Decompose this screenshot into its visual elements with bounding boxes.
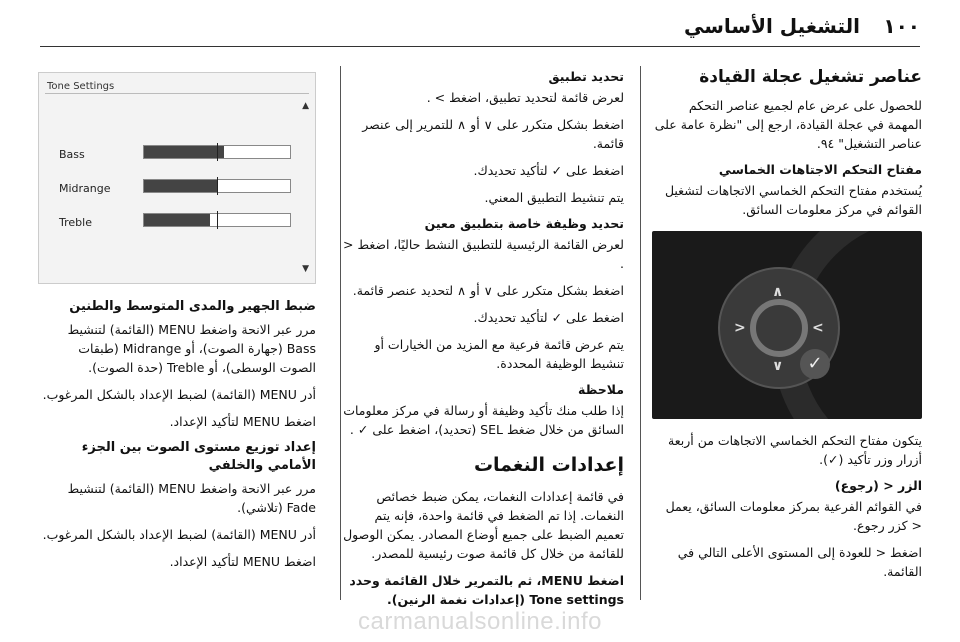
note-heading: ملاحظة bbox=[578, 382, 624, 397]
steering-wheel-image bbox=[652, 231, 922, 419]
paragraph: أدر MENU (القائمة) لضبط الإعداد بالشكل المرغوب. bbox=[42, 527, 316, 542]
section-heading: ضبط الجهير والمدى المتوسط والطنين bbox=[69, 299, 316, 314]
check-icon: ✓ bbox=[800, 349, 830, 379]
scroll-up-icon: ▲ bbox=[302, 101, 309, 111]
control-pad bbox=[718, 267, 840, 389]
paragraph: اضغط MENU لتأكيد الإعداد. bbox=[169, 414, 316, 429]
sub-heading: تحديد وظيفة خاصة بتطبيق معين bbox=[424, 216, 624, 231]
center-mark bbox=[217, 177, 218, 195]
tone-row-label: Bass bbox=[59, 148, 85, 161]
tone-row-label: Midrange bbox=[59, 182, 111, 195]
paragraph: اضغط MENU لتأكيد الإعداد. bbox=[169, 554, 316, 569]
paragraph: اضغط على ✓ لتأكيد تحديدك. bbox=[473, 310, 624, 325]
five-way-switch bbox=[750, 299, 823, 374]
paragraph: في القوائم الفرعية بمركز معلومات السائق، يعمل < كزر رجوع. bbox=[665, 499, 922, 533]
sub-heading: مفتاح التحكم الاجتاهات الخماسي bbox=[718, 162, 922, 177]
level-fill bbox=[144, 180, 217, 192]
section-heading: إعداد توزيع مستوى الصوت بين الجزء الأمامي والخلفي bbox=[81, 440, 316, 473]
tone-row-treble[interactable] bbox=[51, 209, 291, 231]
level-bar bbox=[143, 213, 291, 227]
paragraph: اضغط على ✓ لتأكيد تحديدك. bbox=[473, 163, 624, 178]
divider bbox=[45, 93, 309, 94]
chevron-right-icon: > bbox=[812, 320, 824, 336]
level-fill bbox=[144, 146, 224, 158]
paragraph: يتم تنشيط التطبيق المعني. bbox=[484, 190, 624, 205]
paragraph: للحصول على عرض عام لجميع عناصر التحكم المهمة في عجلة القيادة، ارجع إلى "نظرة عامة على عناصر التشغيل" ٩٤. bbox=[654, 98, 922, 151]
paragraph: اضغط MENU، ثم بالتمرير خلال القائمة وحدد Tone settings (إعدادات نغمة الرنين). bbox=[349, 573, 624, 607]
middle-column bbox=[342, 66, 624, 617]
screen-title: Tone Settings bbox=[47, 81, 115, 92]
paragraph: لعرض قائمة لتحديد تطبيق، اضغط > . bbox=[426, 90, 624, 105]
paragraph: اضغط < للعودة إلى المستوى الأعلى التالي في القائمة. bbox=[677, 545, 922, 579]
center-mark bbox=[217, 143, 218, 161]
right-column bbox=[652, 66, 922, 589]
header-rule bbox=[40, 46, 920, 47]
paragraph: مرر عبر الانحة واضغط MENU (القائمة) لتنشيط Bass (جهارة الصوت)، أو Midrange (طبقات الصوت الوسطى)، أو Treble (حدة الصوت). bbox=[67, 322, 316, 375]
tone-row-midrange[interactable] bbox=[51, 175, 291, 197]
left-column bbox=[40, 66, 316, 579]
column-divider bbox=[640, 66, 641, 600]
paragraph: أدر MENU (القائمة) لضبط الإعداد بالشكل المرغوب. bbox=[42, 387, 316, 402]
column-divider bbox=[340, 66, 341, 600]
paragraph: لعرض القائمة الرئيسية للتطبيق النشط حاليًا، اضغط < . bbox=[343, 237, 624, 271]
watermark: carmanualsonline.info bbox=[358, 608, 602, 635]
page-number: ١٠٠ bbox=[883, 14, 920, 38]
level-bar bbox=[143, 145, 291, 159]
level-bar bbox=[143, 179, 291, 193]
tone-settings-screen bbox=[38, 72, 316, 284]
paragraph: يُستخدم مفتاح التحكم الخماسي الاتجاهات لتشغيل القوائم في مركز معلومات السائق. bbox=[664, 183, 922, 217]
paragraph: يتم عرض قائمة فرعية مع المزيد من الخيارات أو تنشيط الوظيفة المحددة. bbox=[374, 337, 624, 371]
scroll-down-icon: ▼ bbox=[302, 264, 309, 274]
section-heading: عناصر تشغيل عجلة القيادة bbox=[699, 67, 922, 87]
center-mark bbox=[217, 211, 218, 229]
chevron-up-icon: ∧ bbox=[772, 284, 784, 300]
paragraph: اضغط بشكل متكرر على ∨ أو ∧ للتمرير إلى عنصر قائمة. bbox=[362, 117, 624, 151]
level-fill bbox=[144, 214, 210, 226]
paragraph: في قائمة إعدادات النغمات، يمكن ضبط خصائص النغمات. إذا تم الضغط في قائمة واحدة، فإنه يتم تعميم الضبط على جميع أوضاع المصادر. يمكن الوصول للقائمة من خلال كل قائمة صوت رئيسية للمصدر. bbox=[343, 489, 624, 561]
chevron-down-icon: ∨ bbox=[772, 358, 784, 374]
tone-row-bass[interactable] bbox=[51, 141, 291, 163]
page-title: التشغيل الأساسي bbox=[684, 14, 860, 38]
note-text: إذا طلب منك تأكيد وظيفة أو رسالة في مركز معلومات السائق من خلال ضغط SEL (تحديد)، اضغط على ✓ . bbox=[343, 403, 624, 437]
section-heading: إعدادات النغمات bbox=[473, 454, 624, 476]
sub-heading: تحديد تطبيق bbox=[548, 69, 624, 84]
chevron-left-icon: < bbox=[734, 320, 746, 336]
paragraph: يتكون مفتاح التحكم الخماسي الاتجاهات من أربعة أزرار وزر تأكيد (✓). bbox=[668, 433, 922, 467]
paragraph: اضغط بشكل متكرر على ∨ أو ∧ لتحديد عنصر قائمة. bbox=[352, 283, 624, 298]
sub-heading: الزر < (رجوع) bbox=[834, 478, 922, 493]
paragraph: مرر عبر الانحة واضغط MENU (القائمة) لتنشيط Fade (تلاشي). bbox=[67, 481, 316, 515]
tone-row-label: Treble bbox=[59, 216, 92, 229]
